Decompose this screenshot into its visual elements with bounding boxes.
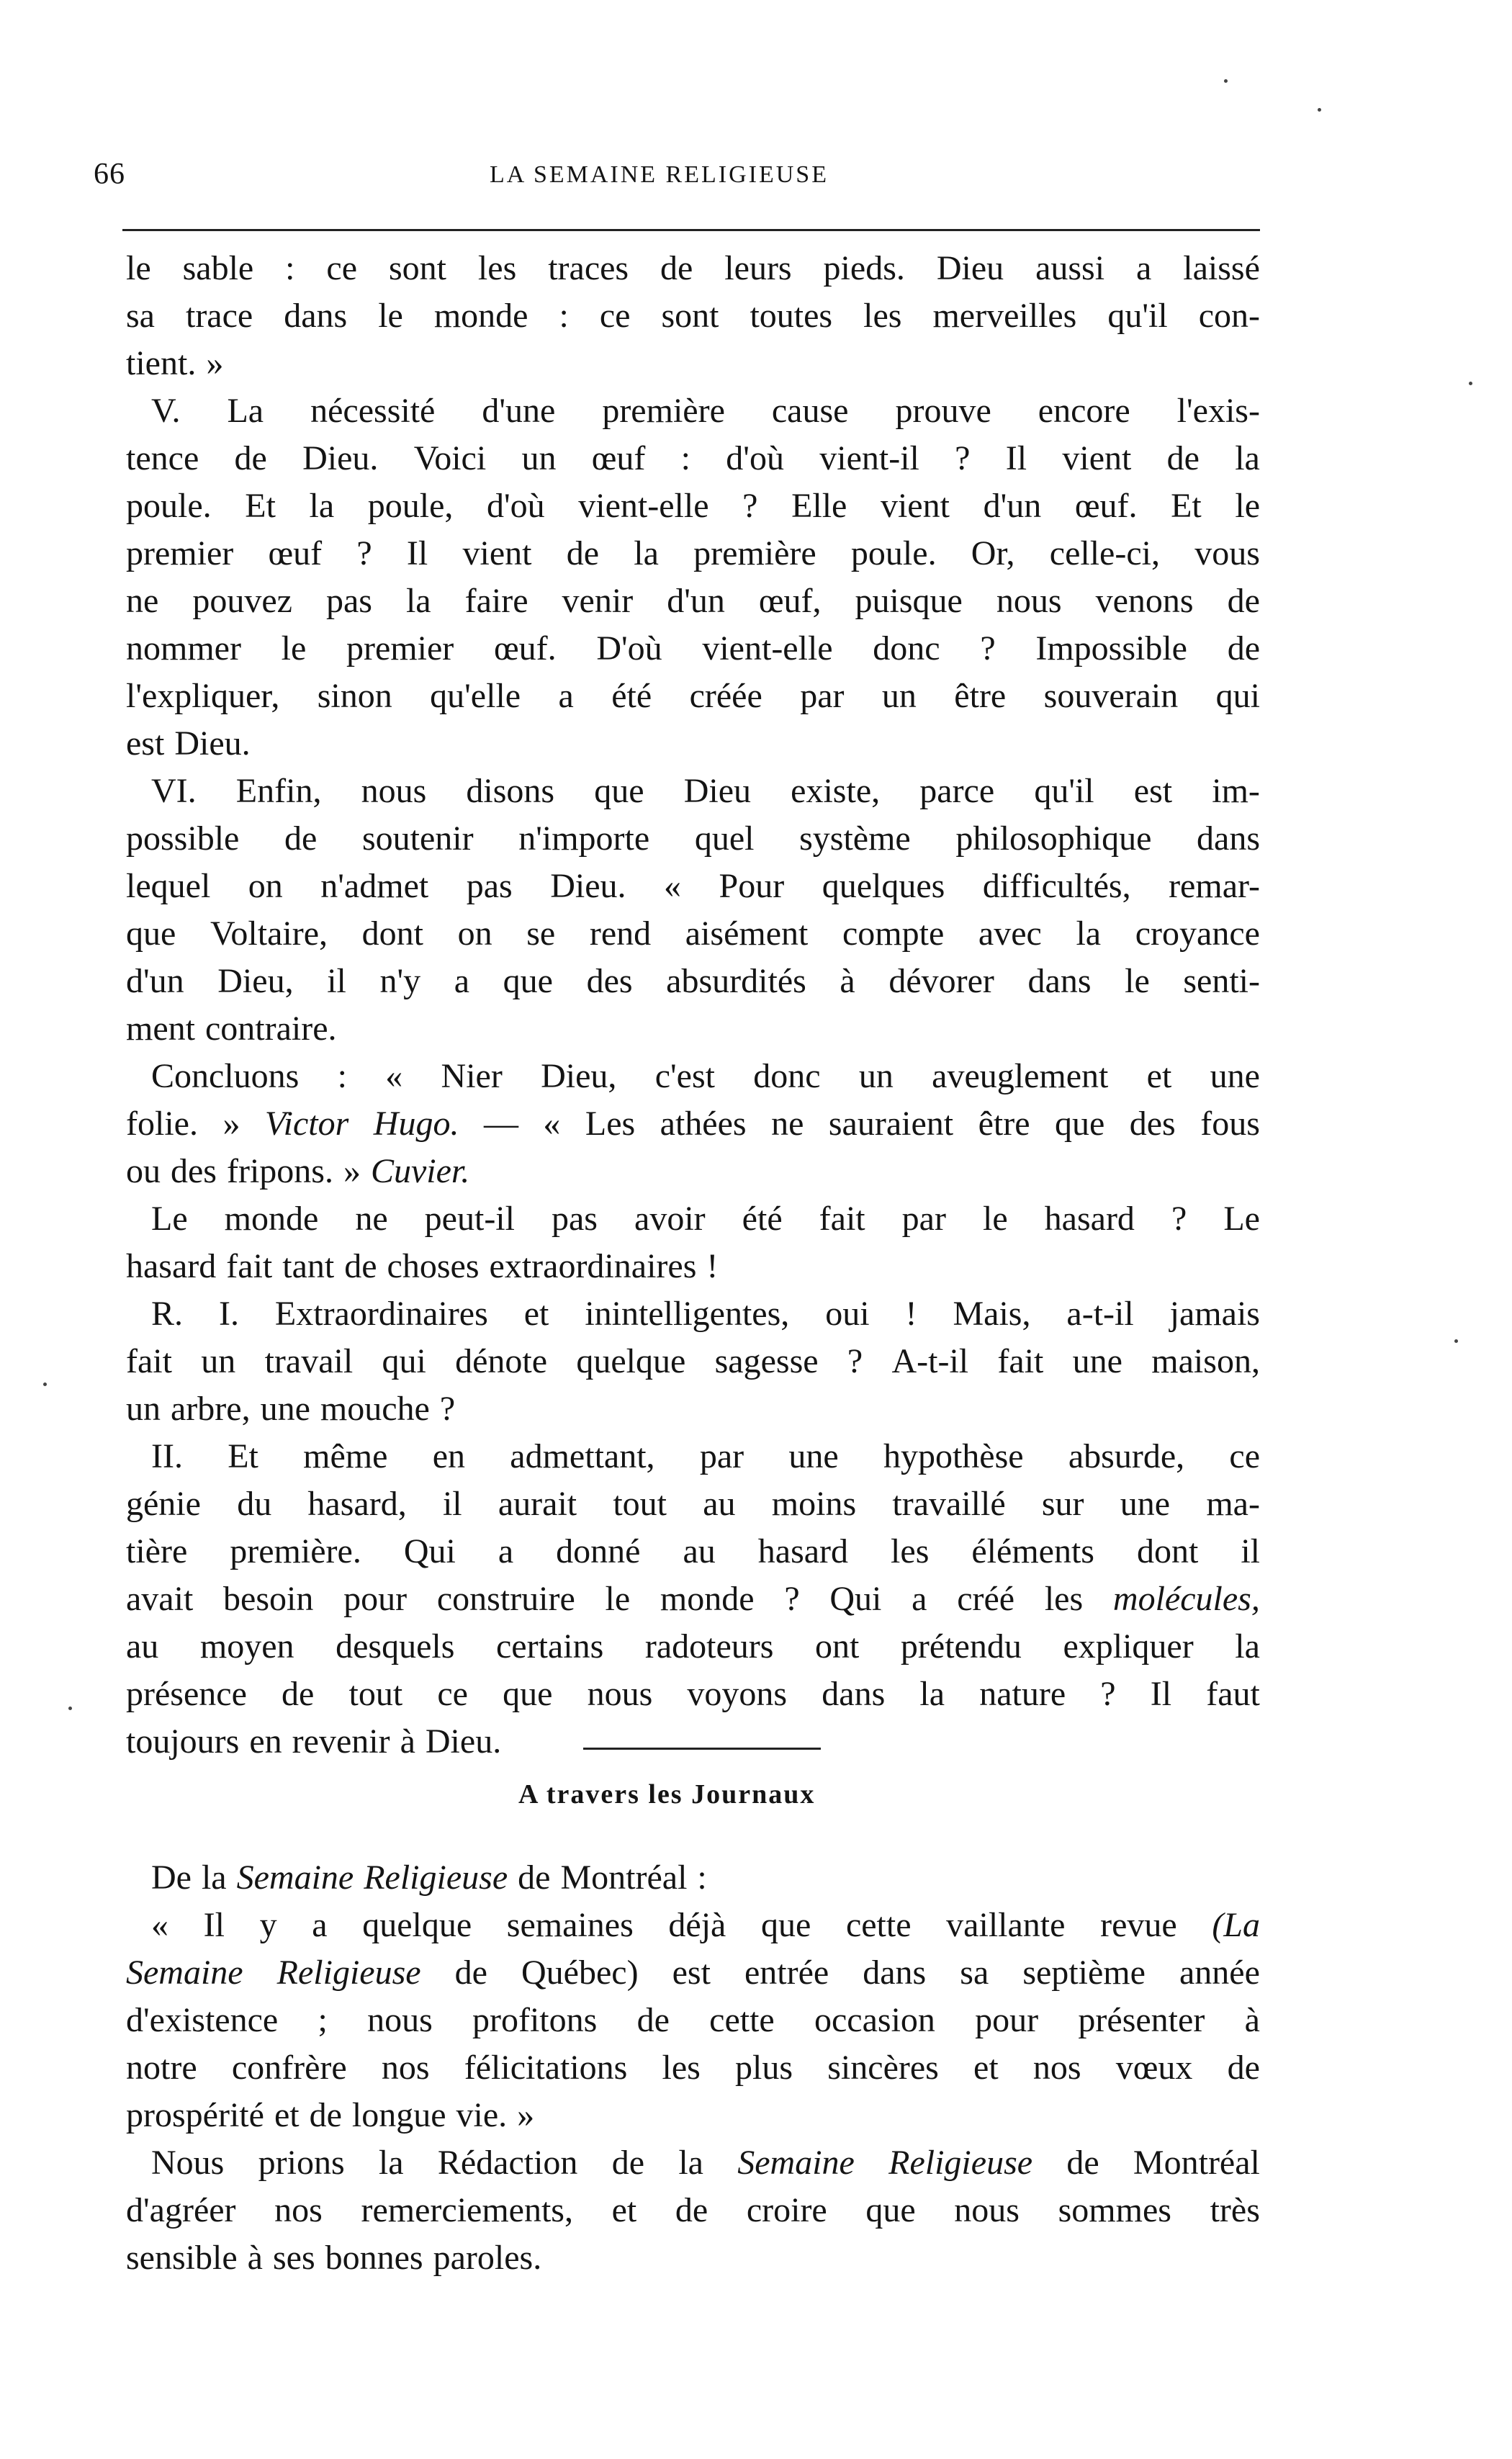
text-line: folie. » Victor Hugo. — « Les athées ne sauraient être que des fous [126, 1105, 1260, 1143]
text-line: possible de soutenir n'importe quel système philosophique dans [126, 819, 1260, 858]
text-line: premier œuf ? Il vient de la première poule. Or, celle-ci, vous [126, 534, 1260, 572]
section-body [126, 1854, 1260, 2282]
text-line: Le monde ne peut-il pas avoir été fait par le hasard ? Le [151, 1200, 1260, 1238]
text-line: « Il y a quelque semaines déjà que cette vaillante revue (La [151, 1906, 1260, 1944]
text-line: ment contraire. [126, 1010, 337, 1048]
text-line: notre confrère nos félicitations les plus sincères et nos vœux de [126, 2049, 1260, 2087]
text-line: génie du hasard, il aurait tout au moins travaillé sur une ma- [126, 1485, 1260, 1523]
running-title: LA SEMAINE RELIGIEUSE [490, 161, 829, 188]
scan-speck [1318, 108, 1321, 112]
text-line: Semaine Religieuse de Québec) est entrée dans sa septième année [126, 1954, 1260, 1992]
text-line: nommer le premier œuf. D'où vient-elle donc ? Impossible de [126, 629, 1260, 667]
scan-speck [68, 1707, 72, 1710]
scan-speck [1454, 1339, 1458, 1343]
section-title: A travers les Journaux [518, 1779, 816, 1810]
text-line: avait besoin pour construire le monde ? Qui a créé les molécules, [126, 1580, 1260, 1618]
text-line: ou des fripons. » Cuvier. [126, 1152, 470, 1190]
text-line: tière première. Qui a donné au hasard les éléments dont il [126, 1532, 1260, 1570]
text-line: est Dieu. [126, 724, 251, 763]
page-number: 66 [94, 158, 125, 191]
header-rule [122, 229, 1260, 231]
scan-speck [1224, 79, 1228, 83]
text-line: tence de Dieu. Voici un œuf : d'où vient-il ? Il vient de la [126, 439, 1260, 477]
text-line: poule. Et la poule, d'où vient-elle ? Elle vient d'un œuf. Et le [126, 487, 1260, 525]
text-line: d'existence ; nous profitons de cette occasion pour présenter à [126, 2001, 1260, 2039]
text-line: un arbre, une mouche ? [126, 1390, 456, 1428]
scan-speck [1469, 382, 1472, 385]
text-line: lequel on n'admet pas Dieu. « Pour quelques difficultés, remar- [126, 867, 1260, 905]
text-line: Concluons : « Nier Dieu, c'est donc un aveuglement et une [151, 1057, 1260, 1095]
text-line: d'agréer nos remerciements, et de croire que nous sommes très [126, 2191, 1260, 2229]
scan-speck [43, 1383, 47, 1386]
text-line: au moyen desquels certains radoteurs ont prétendu expliquer la [126, 1627, 1260, 1665]
text-line: d'un Dieu, il n'y a que des absurdités à dévorer dans le senti- [126, 962, 1260, 1000]
text-line: R. I. Extraordinaires et inintelligentes, oui ! Mais, a-t-il jamais [151, 1295, 1260, 1333]
text-line: ne pouvez pas la faire venir d'un œuf, puisque nous venons de [126, 582, 1260, 620]
text-line: présence de tout ce que nous voyons dans la nature ? Il faut [126, 1675, 1260, 1713]
section-divider [583, 1748, 821, 1750]
text-line: VI. Enfin, nous disons que Dieu existe, parce qu'il est im- [151, 772, 1260, 810]
text-line: Nous prions la Rédaction de la Semaine Religieuse de Montréal [151, 2144, 1260, 2182]
text-line: De la Semaine Religieuse de Montréal : [151, 1858, 707, 1897]
text-line: le sable : ce sont les traces de leurs pieds. Dieu aussi a laissé [126, 249, 1260, 287]
text-line: l'expliquer, sinon qu'elle a été créée par un être souverain qui [126, 677, 1260, 715]
text-line: hasard fait tant de choses extraordinaires ! [126, 1247, 719, 1285]
running-header [94, 157, 1274, 200]
text-line: sa trace dans le monde : ce sont toutes les merveilles qu'il con- [126, 297, 1260, 335]
text-line: sensible à ses bonnes paroles. [126, 2239, 542, 2277]
text-line: II. Et même en admettant, par une hypothèse absurde, ce [151, 1437, 1260, 1475]
text-line: toujours en revenir à Dieu. [126, 1722, 502, 1761]
text-line: V. La nécessité d'une première cause prouve encore l'exis- [151, 392, 1260, 430]
text-line: que Voltaire, dont on se rend aisément compte avec la croyance [126, 914, 1260, 953]
text-line: fait un travail qui dénote quelque sagesse ? A-t-il fait une maison, [126, 1342, 1260, 1380]
text-line: tient. » [126, 344, 224, 382]
text-line: prospérité et de longue vie. » [126, 2096, 535, 2134]
article-body [126, 245, 1260, 1766]
